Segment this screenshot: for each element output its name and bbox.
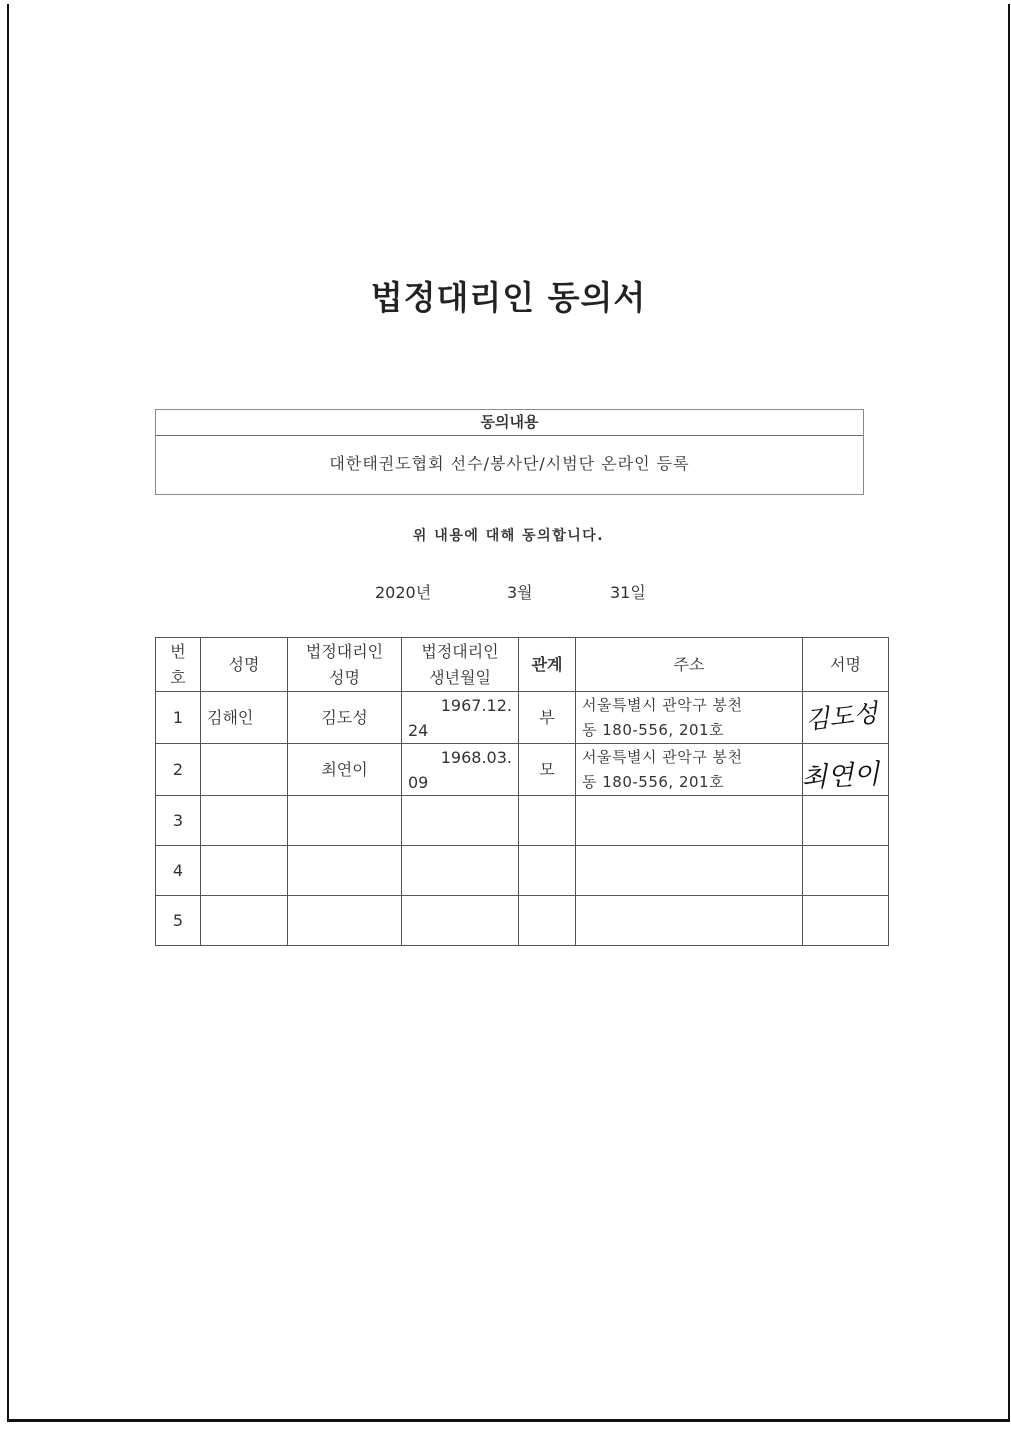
row-address [576,744,803,796]
header-name: 성명 [201,638,288,692]
row-relation [519,846,576,896]
row-guardian-birth [402,846,519,896]
address-line2: 동 180-556, 201호 [582,720,725,739]
table-row [156,846,889,896]
table-row [156,744,889,796]
table-row [156,692,889,744]
birth-line2: 09 [408,772,429,792]
row-name [201,846,288,896]
date-year: 2020년 [375,583,432,602]
birth-line1: 1968.03. [440,747,512,767]
document-title: 법정대리인 동의서 [370,278,647,317]
row-address [576,692,803,744]
row-number: 2 [156,744,201,796]
header-guardian-name-line2: 성명 [329,667,360,687]
consent-text: 대한태권도협회 선수/봉사단/시범단 온라인 등록 [329,454,690,473]
row-number: 5 [156,896,201,946]
row-relation [519,896,576,946]
address-line1: 서울특별시 관악구 봉천 [582,695,743,714]
consent-box [155,409,864,495]
birth-line2: 24 [408,720,429,740]
signature-2: 최연이 [800,758,881,795]
row-guardian-name [288,896,402,946]
guardian-table [155,637,889,946]
row-number: 4 [156,846,201,896]
birth-line1: 1967.12. [440,695,512,715]
header-relation: 관계 [519,638,576,692]
row-guardian-name: 김도성 [288,692,402,744]
table-header-row [156,638,889,692]
row-relation: 모 [519,744,576,796]
header-guardian-name-line1: 법정대리인 [305,641,384,661]
row-name: 김해인 [201,692,288,744]
row-signature-cell [803,896,889,946]
row-guardian-name [288,846,402,896]
row-signature-cell [803,846,889,896]
consent-header: 동의내용 [156,410,863,436]
header-guardian-birth-line2: 생년월일 [429,667,491,687]
row-relation [519,796,576,846]
document-page [7,4,1010,1422]
signature-1: 김도성 [803,698,879,735]
header-signature: 서명 [803,638,889,692]
table-row [156,796,889,846]
row-guardian-birth [402,796,519,846]
row-guardian-birth [402,744,519,796]
row-number: 3 [156,796,201,846]
row-number: 1 [156,692,201,744]
header-address: 주소 [576,638,803,692]
row-address [576,846,803,896]
row-relation: 부 [519,692,576,744]
table-row [156,896,889,946]
row-guardian-name [288,796,402,846]
row-guardian-name: 최연이 [288,744,402,796]
header-guardian-birth [402,638,519,692]
header-number-line1: 번 [170,641,186,661]
address-line2: 동 180-556, 201호 [582,772,725,791]
date-month: 3월 [507,583,533,602]
row-name [201,744,288,796]
row-name [201,796,288,846]
row-address [576,796,803,846]
row-guardian-birth [402,692,519,744]
date-day: 31일 [610,583,646,602]
row-guardian-birth [402,896,519,946]
header-number-line2: 호 [170,667,186,687]
agree-statement: 위 내용에 대해 동의합니다. [412,528,605,544]
row-address [576,896,803,946]
header-guardian-name [288,638,402,692]
header-number [156,638,201,692]
row-name [201,896,288,946]
address-line1: 서울특별시 관악구 봉천 [582,747,743,766]
header-guardian-birth-line1: 법정대리인 [421,641,499,661]
row-signature-cell [803,796,889,846]
